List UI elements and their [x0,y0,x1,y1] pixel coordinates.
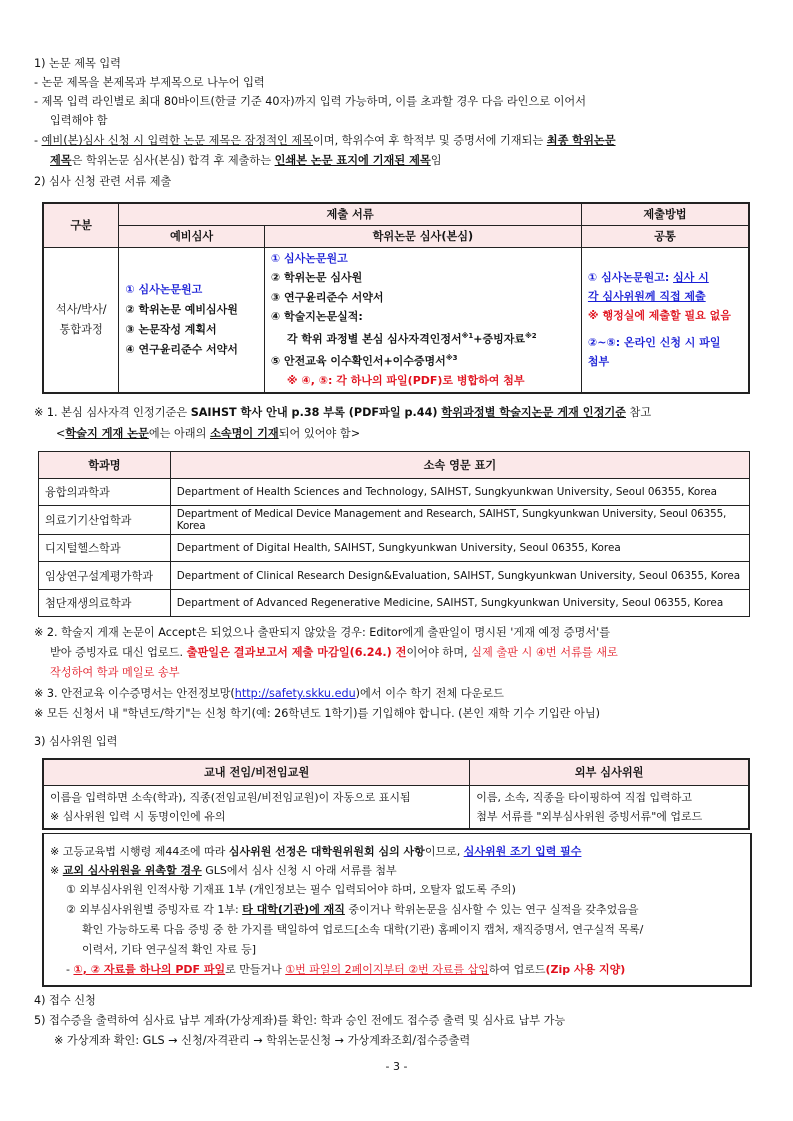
note1-line1: ※ 1. 본심 심사자격 인정기준은 SAIHST 학사 안내 p.38 부록 (PDF파일 p.44) 학위과정별 학술지논문 게재 인정기준 참고 [34,406,652,419]
preliminary-docs: ① 심사논문원고 ② 학위논문 예비심사원 ③ 논문작성 계획서 ④ 연구윤리준수 서약서 [119,247,265,393]
header-documents: 제출 서류 [119,203,582,225]
section2-title: 2) 심사 신청 관련 서류 제출 [34,175,172,188]
note4: ※ 모든 신청서 내 "학년도/학기"는 신청 학기(예: 26학년도 1학기)를 기입해야 합니다. (본인 재학 기수 기입란 아님) [34,707,601,720]
internal-desc: 이름을 입력하면 소속(학과), 직종(전임교원/비전임교원)이 자동으로 표시됨 ※ 심사위원 입력 시 동명이인에 유의 [43,785,470,829]
section3-title: 3) 심사위원 입력 [34,735,118,748]
reviewer-table [42,758,750,830]
page-number: - 3 - [385,1060,408,1073]
safety-link[interactable]: http://safety.skku.edu [234,687,356,700]
table-row [39,562,750,590]
reviewer-note4: ② 외부심사위원별 증빙자료 각 1부: 타 대학(기관)에 재직 중이거나 학위논문을 심사할 수 있는 연구 실적을 갖추었음을 [66,903,639,916]
section1-bullet3-cont: 제목은 학위논문 심사(본심) 합격 후 제출하는 인쇄본 논문 표지에 기재된 제목임 [50,154,442,167]
dept-name: 임상연구설계평가학과 [39,562,171,590]
section1-bullet2: - 제목 입력 라인별로 최대 80바이트(한글 기준 40자)까지 입력 가능하며, 이를 초과할 경우 다음 라인으로 이어서 [34,95,587,108]
table-row [39,506,750,535]
header-preliminary: 예비심사 [119,225,265,247]
header-main-review: 학위논문 심사(본심) [264,225,581,247]
table-row [39,590,750,617]
section1-bullet3: - 예비(본)심사 신청 시 입력한 논문 제목은 잠정적인 제목이며, 학위수여 후 학적부 및 증명서에 기재되는 최종 학위논문 [34,134,616,147]
reviewer-notes-box [42,833,752,987]
section5-note: ※ 가상계좌 확인: GLS → 신청/자격관리 → 학위논문신청 → 가상계좌조회/접수증출력 [54,1034,471,1047]
reviewer-note1: ※ 고등교육법 시행령 제44조에 따라 심사위원 선정은 대학원위원회 심의 사항이므로, 심사위원 조기 입력 필수 [50,845,582,858]
reviewer-note5: 확인 가능하도록 다음 증빙 중 한 가지를 택일하여 업로드[소속 대학(기관) 홈페이지 캡처, 재직증명서, 연구실적 목록/ [82,923,644,936]
external-desc: 이름, 소속, 직종을 타이핑하여 직접 입력하고 첨부 서류를 "외부심사위원 증빙서류"에 업로드 [470,785,749,829]
table-row [39,535,750,562]
dept-name: 의료기기산업학과 [39,506,171,535]
header-internal: 교내 전임/비전임교원 [43,759,470,785]
row-label: 석사/박사/ 통합과정 [43,247,119,393]
note2-line3: 작성하여 학과 메일로 송부 [50,666,180,679]
section1-title: 1) 논문 제목 입력 [34,57,121,70]
dept-affiliation: Department of Clinical Research Design&Evaluation, SAIHST, Sungkyunkwan University, Seoul 06355, Korea [170,562,749,590]
dept-affiliation: Department of Digital Health, SAIHST, Sungkyunkwan University, Seoul 06355, Korea [170,535,749,562]
dept-affiliation: Department of Advanced Regenerative Medicine, SAIHST, Sungkyunkwan University, Seoul 06355, Korea [170,590,749,617]
dept-header-affiliation: 소속 영문 표기 [170,452,749,479]
department-table [38,451,750,617]
header-method: 제출방법 [581,203,749,225]
section4-title: 4) 접수 신청 [34,994,96,1007]
header-category: 구분 [43,203,119,247]
note2-line1: ※ 2. 학술지 게재 논문이 Accept은 되었으나 출판되지 않았을 경우: Editor에게 출판일이 명시된 '게재 예정 증명서'를 [34,626,611,639]
header-common: 공통 [581,225,749,247]
table-row [39,479,750,506]
note1-line2: <학술지 게재 논문에는 아래의 소속명이 기재되어 있어야 함> [56,427,361,440]
dept-name: 첨단재생의료학과 [39,590,171,617]
section1-bullet2-cont: 입력해야 함 [50,114,108,127]
header-external: 외부 심사위원 [470,759,749,785]
dept-affiliation: Department of Health Sciences and Technology, SAIHST, Sungkyunkwan University, Seoul 06355, Korea [170,479,749,506]
dept-name: 디지털헬스학과 [39,535,171,562]
dept-name: 융합의과학과 [39,479,171,506]
dept-header-name: 학과명 [39,452,171,479]
reviewer-note3: ① 외부심사위원 인적사항 기재표 1부 (개인정보는 필수 입력되어야 하며, 오탈자 없도록 주의) [66,883,516,896]
main-review-docs: ① 심사논문원고 ② 학위논문 심사원 ③ 연구윤리준수 서약서 ④ 학술지논문실적: 각 학위 과정별 본심 심사자격인정서$^{※1}$+증빙자료$^{※2}$ ⑤ 안전교육 이수확인서+이수증명서$^{※3}$ ※ ④, ⑤: 각 하나의 파일(PDF)로 병합하여 첨부 [264,247,581,393]
reviewer-note6: 이력서, 기타 연구실적 확인 자료 등] [82,943,257,956]
reviewer-note7: - ①, ② 자료를 하나의 PDF 파일로 만들거나 ①번 파일의 2페이지부터 ②번 자료를 삽입하여 업로드(Zip 사용 지양) [66,963,626,976]
note2-line2: 받아 증빙자료 대신 업로드. 출판일은 결과보고서 제출 마감일(6.24.) 전이어야 하며, 실제 출판 시 ④번 서류를 새로 [50,646,618,659]
submission-method: ① 심사논문원고: 심사 시 각 심사위원께 직접 제출 ※ 행정실에 제출할 필요 없음 ②~⑤: 온라인 신청 시 파일 첨부 [581,247,749,393]
dept-affiliation: Department of Medical Device Management and Research, SAIHST, Sungkyunkwan University, Seoul 06355, Korea [170,506,749,535]
section5-title: 5) 접수증을 출력하여 심사료 납부 계좌(가상계좌)를 확인: 학과 승인 전에도 접수증 출력 및 심사료 납부 가능 [34,1014,566,1027]
reviewer-note2: ※ 교외 심사위원을 위촉할 경우 GLS에서 심사 신청 시 아래 서류를 첨부 [50,864,397,877]
note3: ※ 3. 안전교육 이수증명서는 안전정보망(http://safety.skku.edu)에서 이수 학기 전체 다운로드 [34,687,504,700]
section1-bullet1: - 논문 제목을 본제목과 부제목으로 나누어 입력 [34,76,265,89]
submission-table [42,202,750,394]
